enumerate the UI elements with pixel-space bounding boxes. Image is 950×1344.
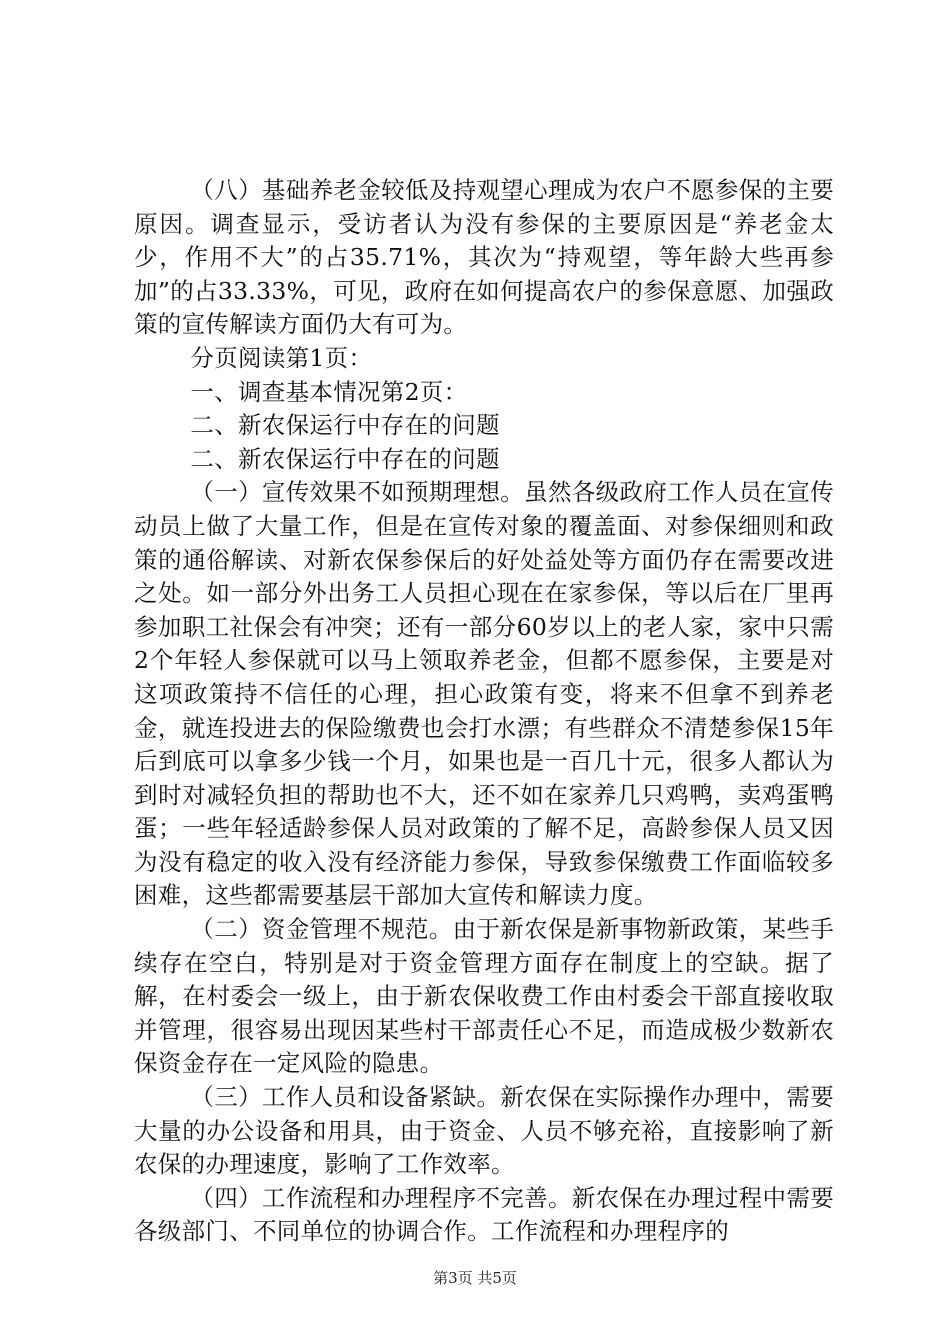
paragraph-four-workflow: （四）工作流程和办理程序不完善。新农保在办理过程中需要各级部门、不同单位的协调合作。工作流程和办理程序的	[134, 1183, 834, 1246]
section-heading-problems: 二、新农保运行中存在的问题	[190, 411, 500, 440]
pagination-page-1: 分页阅读第1页：	[190, 343, 373, 372]
paragraph-three-staff: （三）工作人员和设备紧缺。新农保在实际操作办理中，需要大量的办公设备和用具，由于资金、人员不够充裕，直接影响了新农保的办理速度，影响了工作效率。	[134, 1083, 834, 1179]
document-body	[134, 174, 834, 1249]
pagination-page-2: 一、调查基本情况第2页：	[190, 377, 468, 406]
paragraph-eight-reasons: （八）基础养老金较低及持观望心理成为农户不愿参保的主要原因。调查显示，受访者认为没有参保的主要原因是“养老金太少，作用不大”的占35.71%，其次为“持观望，等年龄大些再参加”的占33.33%，可见，政府在如何提高农户的参保意愿、加强政策的宣传解读方面仍大有可为。	[134, 176, 834, 339]
paragraph-one-publicity: （一）宣传效果不如预期理想。虽然各级政府工作人员在宣传动员上做了大量工作，但是在宣传对象的覆盖面、对参保细则和政策的通俗解读、对新农保参保后的好处益处等方面仍存在需要改进之处。如一部分外出务工人员担心现在在家参保，等以后在厂里再参加职工社保会有冲突；还有一部分60岁以上的老人家，家中只需2个年轻人参保就可以马上领取养老金，但都不愿参保，主要是对这项政策持不信任的心理，担心政策有变，将来不但拿不到养老金，就连投进去的保险缴费也会打水漂；有些群众不清楚参保15年后到底可以拿多少钱一个月，如果也是一百几十元，很多人都认为到时对减轻负担的帮助也不大，还不如在家养几只鸡鸭，卖鸡蛋鸭蛋；一些年轻适龄参保人员对政策的了解不足，高龄参保人员又因为没有稳定的收入没有经济能力参保，导致参保缴费工作面临较多困难，这些都需要基层干部加大宣传和解读力度。	[134, 478, 834, 910]
section-heading-problems-repeat: 二、新农保运行中存在的问题	[190, 444, 500, 473]
paragraph-two-funds: （二）资金管理不规范。由于新农保是新事物新政策，某些手续存在空白，特别是对于资金管理方面存在制度上的空缺。据了解，在村委会一级上，由于新农保收费工作由村委会干部直接收取并管理，很容易出现因某些村干部责任心不足，而造成极少数新农保资金存在一定风险的隐患。	[134, 915, 834, 1078]
page-footer: 第3页 共5页	[433, 1269, 517, 1287]
